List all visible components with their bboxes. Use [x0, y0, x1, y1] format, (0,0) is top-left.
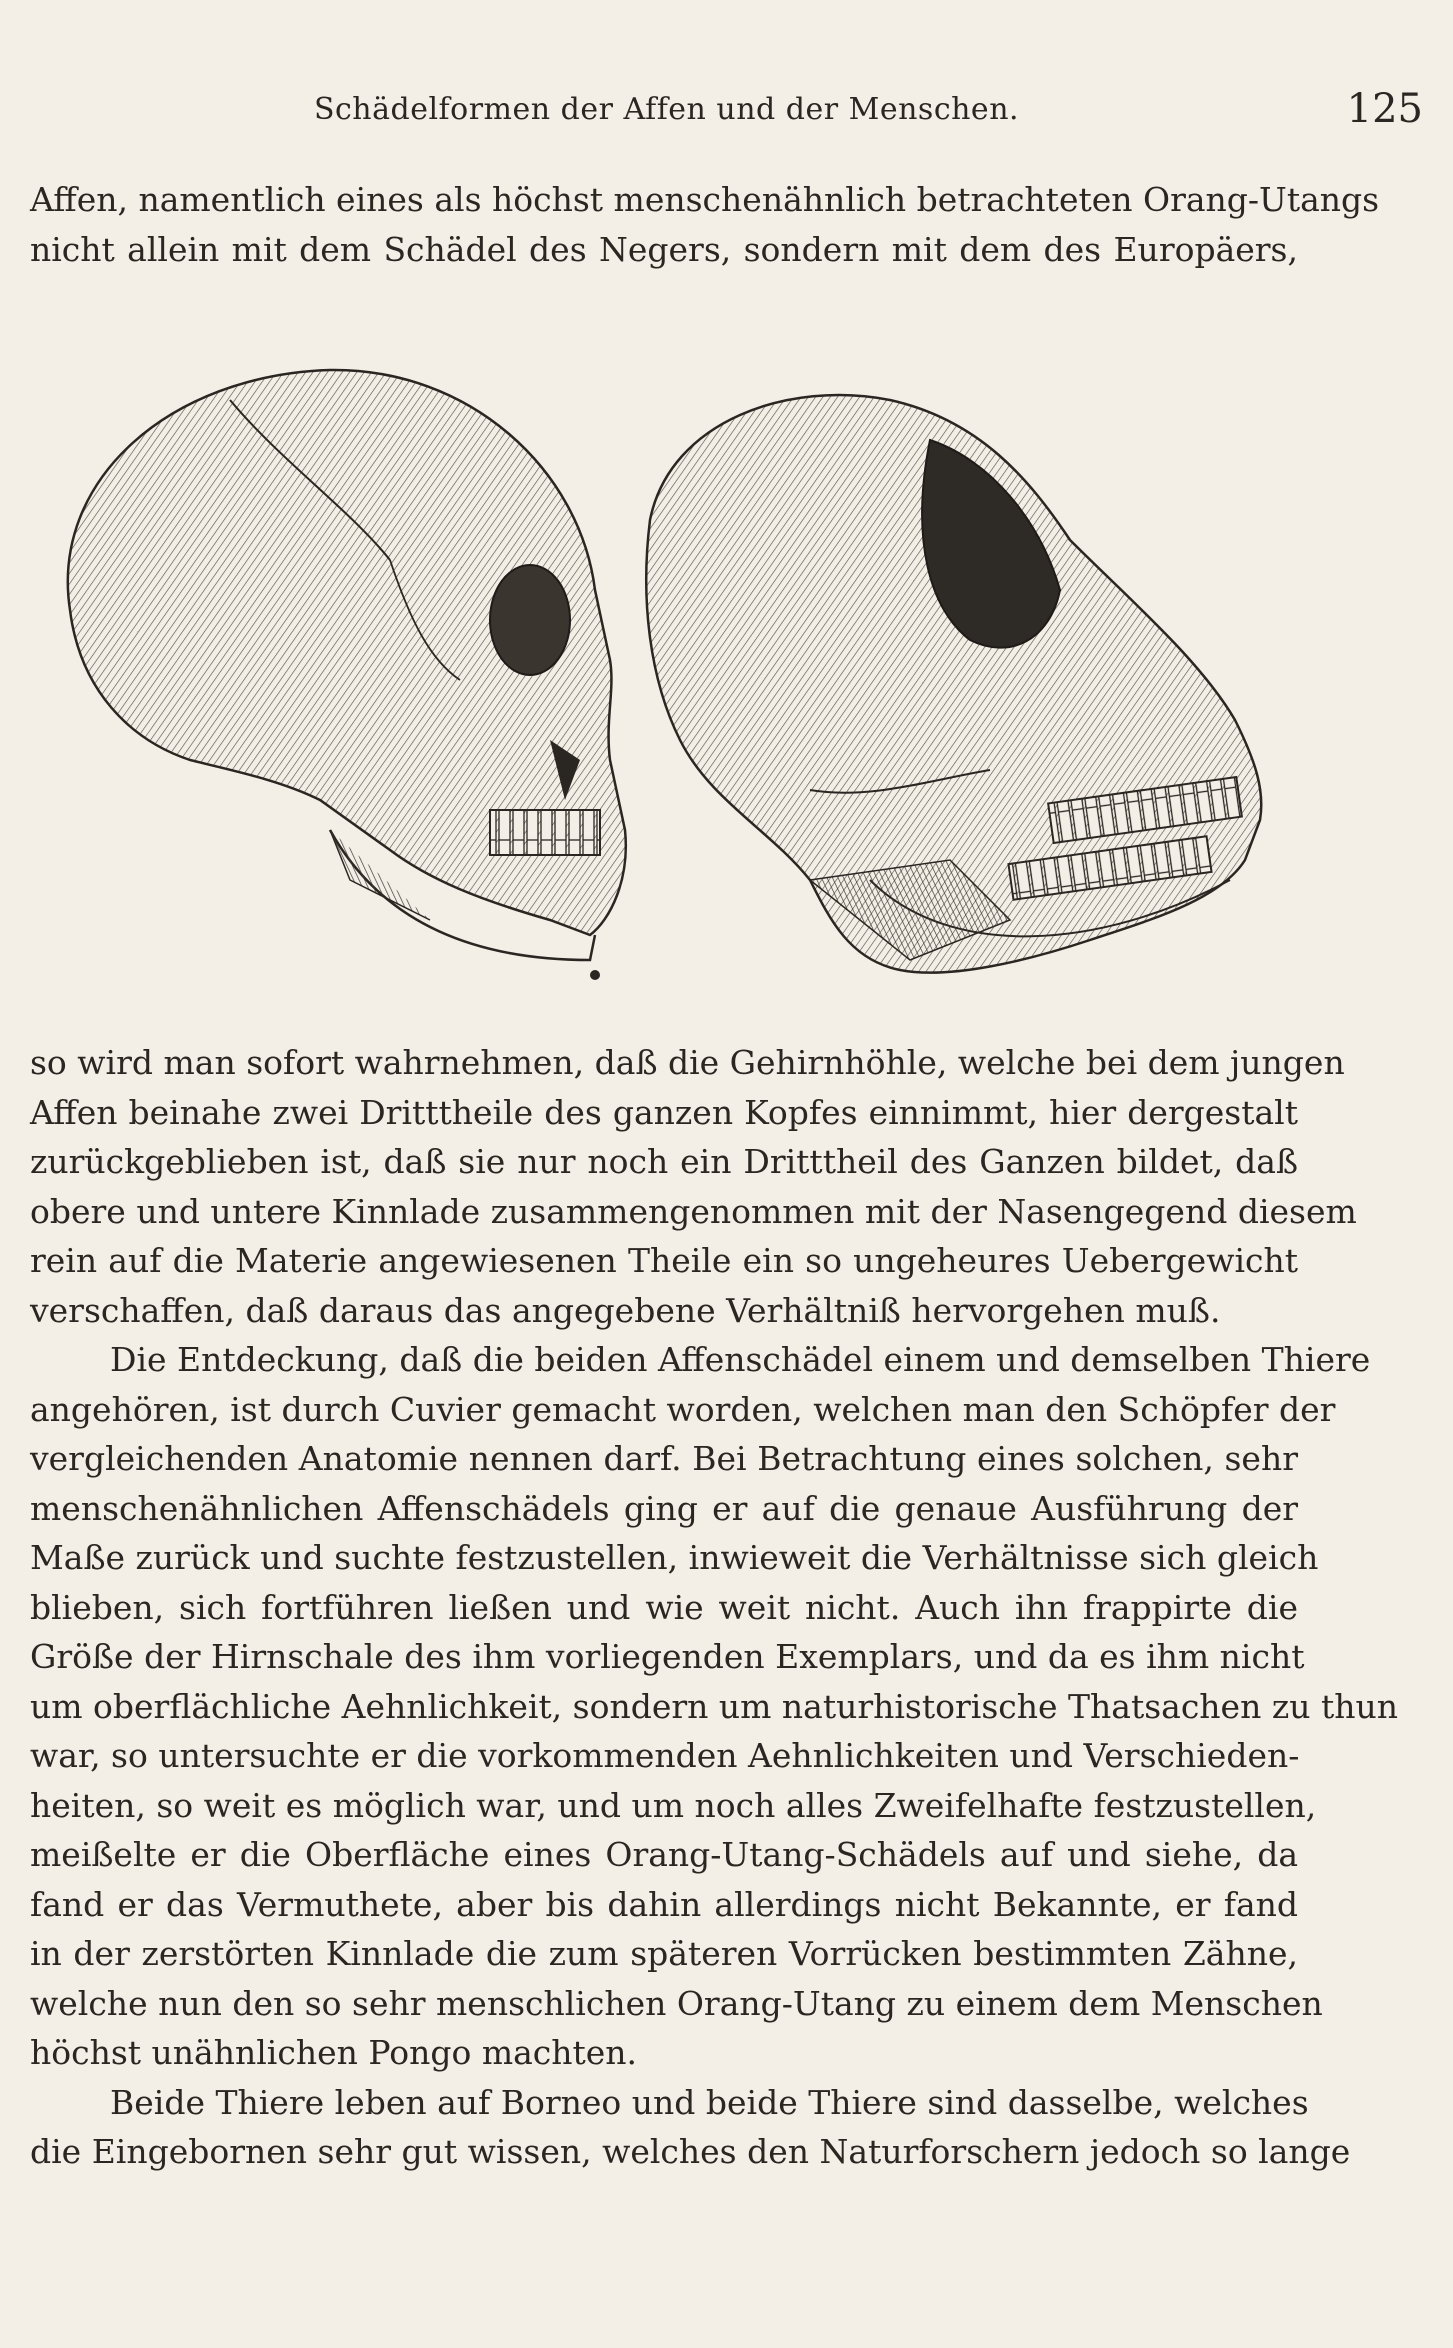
text-line: vergleichenden Anatomie nennen darf. Bei Betrachtung eines solchen, sehr	[30, 1439, 1298, 1478]
text-line: zurückgeblieben ist, daß sie nur noch ein Dritttheil des Ganzen bildet, daß	[30, 1142, 1298, 1181]
text-line: um oberflächliche Aehnlichkeit, sondern um naturhistorische Thatsachen zu thun	[30, 1686, 1398, 1726]
text-line: Maße zurück und suchte festzustellen, inwieweit die Verhältnisse sich gleich	[30, 1538, 1319, 1577]
skull-figure	[50, 360, 1280, 1000]
human-skull-icon	[68, 370, 626, 980]
text-line: verschaffen, daß daraus das angegebene Verhältniß hervorgehen muß.	[30, 1290, 1221, 1330]
text-line: Affen, namentlich eines als höchst menschenähnlich betrachteten Orang-Utangs	[30, 180, 1380, 219]
text-line: Affen beinahe zwei Dritttheile des ganzen Kopfes einnimmt, hier dergestalt	[30, 1092, 1298, 1132]
text-line: angehören, ist durch Cuvier gemacht worden, welchen man den Schöpfer der	[30, 1389, 1336, 1429]
text-line: höchst unähnlichen Pongo machten.	[30, 2033, 638, 2072]
text-line: meißelte er die Oberfläche eines Orang-Utang-Schädels auf und siehe, da	[30, 1835, 1298, 1874]
text-line: blieben, sich fortführen ließen und wie weit nicht. Auch ihn frappirte die	[30, 1587, 1298, 1627]
text-line: rein auf die Materie angewiesenen Theile ein so ungeheures Uebergewicht	[30, 1241, 1298, 1280]
running-title: Schädelformen der Affen und der Menschen.	[313, 92, 1020, 127]
text-line: die Eingebornen sehr gut wissen, welches den Naturforschern jedoch so lange	[30, 2132, 1351, 2171]
text-line: nicht allein mit dem Schädel des Negers, sondern mit dem des Europäers,	[30, 229, 1298, 269]
text-line: fand er das Vermuthete, aber bis dahin allerdings nicht Bekannte, er fand	[30, 1884, 1298, 1924]
text-block-top	[30, 175, 1380, 274]
text-line: Die Entdeckung, daß die beiden Affenschädel einem und demselben Thiere	[110, 1340, 1371, 1379]
page-number: 125	[1346, 86, 1423, 132]
ape-skull-icon	[646, 395, 1261, 973]
text-line: war, so untersuchte er die vorkommenden Aehnlichkeiten und Verschieden-	[30, 1736, 1300, 1775]
text-line: heiten, so weit es möglich war, und um noch alles Zweifelhafte festzustellen,	[30, 1785, 1317, 1825]
text-line: menschenähnlichen Affenschädels ging er auf die genaue Ausführung der	[30, 1488, 1298, 1528]
text-line: obere und untere Kinnlade zusammengenommen mit der Nasengegend diesem	[30, 1191, 1357, 1231]
text-line: in der zerstörten Kinnlade die zum späteren Vorrücken bestimmten Zähne,	[30, 1934, 1298, 1973]
running-head	[30, 86, 1423, 142]
text-line: so wird man sofort wahrnehmen, daß die Gehirnhöhle, welche bei dem jungen	[30, 1043, 1345, 1082]
text-line: welche nun den so sehr menschlichen Orang-Utang zu einem dem Menschen	[30, 1983, 1323, 2023]
text-block-main	[30, 1038, 1398, 2177]
text-line: Größe der Hirnschale des ihm vorliegenden Exemplars, und da es ihm nicht	[30, 1637, 1305, 1676]
text-line: Beide Thiere leben auf Borneo und beide Thiere sind dasselbe, welches	[110, 2082, 1309, 2122]
